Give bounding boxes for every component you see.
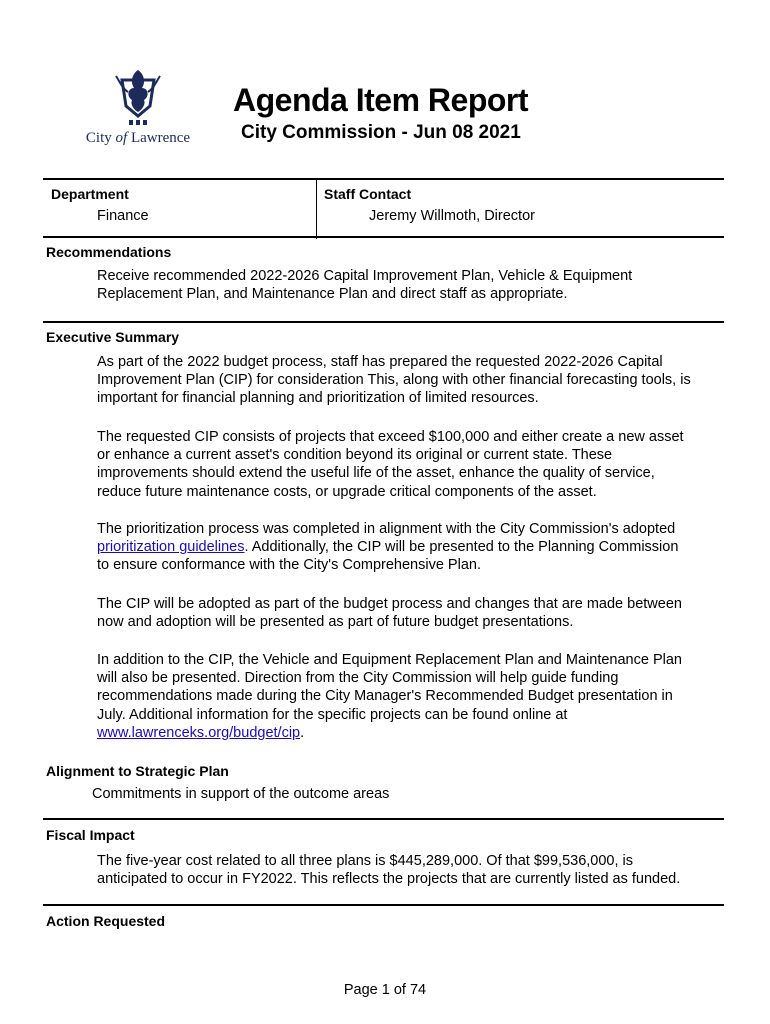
department-value: Finance bbox=[97, 208, 149, 224]
divider bbox=[43, 178, 724, 180]
summary-paragraph-4: The CIP will be adopted as part of the budget process and changes that are made between now and adoption will be presented as part of future budget presentations. bbox=[97, 596, 682, 631]
staff-contact-label: Staff Contact bbox=[324, 186, 412, 202]
fiscal-impact-text: The five-year cost related to all three plans is $445,289,000. Of that $99,536,000, is anticipated to occur in FY2022. This reflects the projects that are currently listed as funded. bbox=[97, 853, 681, 888]
prioritization-guidelines-link[interactable]: prioritization guidelines bbox=[97, 539, 245, 556]
recommendations-heading: Recommendations bbox=[46, 244, 172, 260]
alignment-heading: Alignment to Strategic Plan bbox=[46, 763, 229, 779]
phoenix-emblem-icon bbox=[78, 66, 198, 128]
alignment-text: Commitments in support of the outcome areas bbox=[92, 786, 390, 802]
divider bbox=[43, 818, 724, 820]
column-divider bbox=[316, 180, 317, 239]
summary-paragraph-3: The prioritization process was completed in alignment with the City Commission's adopted prioritization guidelines. Additionally, the CIP will be presented to the Planning Commission to ensure conformance with the City's Comprehensive Plan. bbox=[97, 521, 679, 574]
divider bbox=[43, 321, 724, 323]
page-number: Page 1 of 74 bbox=[343, 982, 427, 998]
department-label: Department bbox=[51, 186, 129, 202]
budget-cip-link[interactable]: www.lawrenceks.org/budget/cip bbox=[97, 724, 301, 741]
summary-paragraph-2: The requested CIP consists of projects that exceed $100,000 and either create a new asset or enhance a current asset's condition beyond its original or current state. These improvements should extend the useful life of the asset, enhance the quality of service, reduce future maintenance costs, or upgrade critical components of the asset. bbox=[97, 429, 684, 500]
report-title: Agenda Item Report bbox=[233, 82, 529, 118]
divider bbox=[43, 904, 724, 906]
executive-summary-heading: Executive Summary bbox=[46, 329, 180, 345]
summary-paragraph-5: In addition to the CIP, the Vehicle and Equipment Replacement Plan and Maintenance Plan will also be presented. Direction from the City Commission will help guide funding recommendations made during the City Manager's Recommended Budget presentation in July. Additional information for the specific projects can be found online at www.lawrenceks.org/budget/cip. bbox=[97, 652, 682, 741]
staff-contact-value: Jeremy Willmoth, Director bbox=[369, 208, 535, 224]
logo-wordmark: City of Lawrence bbox=[85, 130, 191, 146]
action-requested-heading: Action Requested bbox=[46, 913, 166, 929]
recommendations-text: Receive recommended 2022-2026 Capital Improvement Plan, Vehicle & Equipment Replacement Plan, and Maintenance Plan and direct staff as appropriate. bbox=[97, 268, 633, 303]
divider bbox=[43, 236, 724, 238]
meeting-subtitle: City Commission - Jun 08 2021 bbox=[241, 122, 521, 143]
summary-paragraph-1: As part of the 2022 budget process, staff has prepared the requested 2022-2026 Capital Improvement Plan (CIP) for consideration This, along with other financial forecasting tools, is important for financial planning and prioritization of limited resources. bbox=[97, 354, 691, 407]
fiscal-impact-heading: Fiscal Impact bbox=[46, 827, 135, 843]
city-logo bbox=[78, 66, 198, 156]
